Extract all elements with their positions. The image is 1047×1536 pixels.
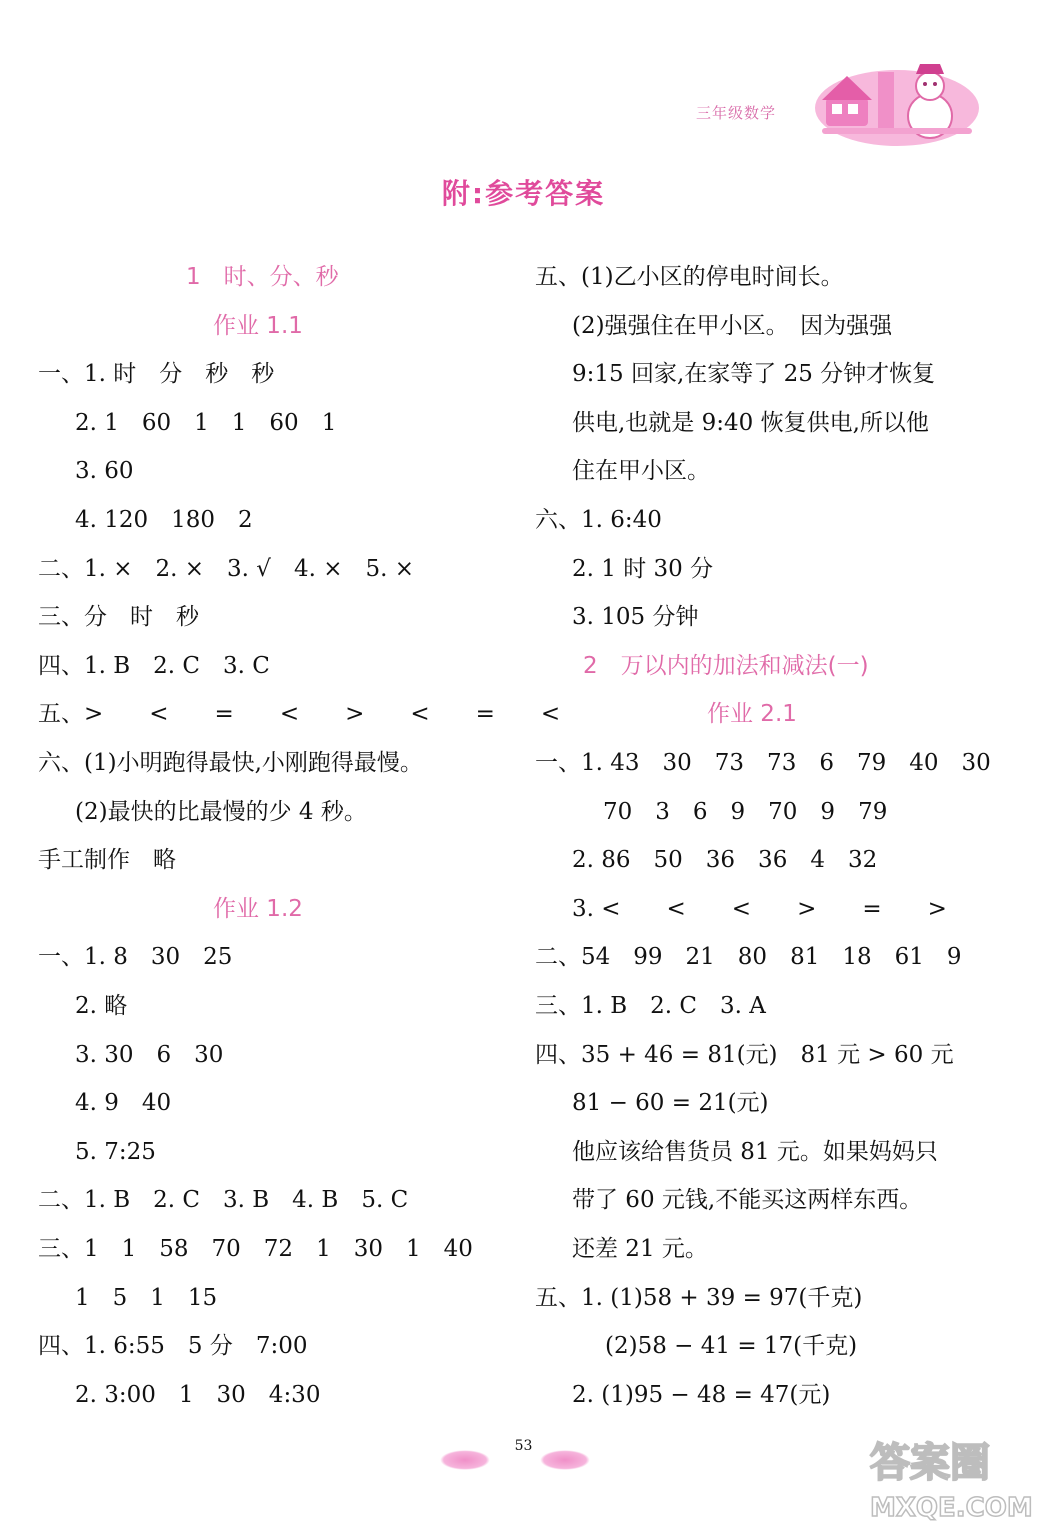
answer-line: 1 时、分、秒 [186,264,339,290]
header-tag: 三年级数学 [696,104,777,122]
answer-line: 三、分 时 秒 [38,604,199,631]
page-title: 附:参考答案 [441,177,606,210]
answer-line: 他应该给售货员 81 元。如果妈妈只 [572,1138,938,1165]
answer-line: 2. (1)95 − 48 = 47(元) [572,1381,831,1408]
answer-line: 三、1. B 2. C 3. A [535,993,766,1019]
answer-line: 5. 7:25 [75,1138,156,1165]
answer-line: 二、54 99 21 80 81 18 61 9 [535,944,962,971]
answer-line: 四、1. 6:55 5 分 7:00 [38,1333,308,1360]
answer-line: 4. 120 180 2 [75,507,253,533]
answer-line: 一、1. 时 分 秒 秒 [38,361,275,388]
watermark-logo [860,1428,1035,1528]
answer-line: 一、1. 43 30 73 73 6 79 40 30 [535,750,991,776]
answer-line: 二、1. × 2. × 3. √ 4. × 5. × [38,555,415,582]
answer-line: 六、(1)小明跑得最快,小刚跑得最慢。 [38,750,423,776]
answer-line: 五、1. (1)58 + 39 = 97(千克) [535,1284,863,1311]
answer-line: 作业 1.2 [213,895,303,922]
answer-line: 六、1. 6:40 [535,507,662,533]
answer-line: 二、1. B 2. C 3. B 4. B 5. C [38,1187,409,1214]
answer-line: 2. 3:00 1 30 4:30 [75,1381,321,1408]
answer-line: 3. 105 分钟 [572,604,699,631]
answer-line: 9:15 回家,在家等了 25 分钟才恢复 [572,361,936,388]
page-deco-right [540,1450,590,1470]
answer-line: 2. 1 时 30 分 [572,555,714,582]
answer-line: 作业 1.1 [213,312,303,339]
answer-line: 2. 86 50 36 36 4 32 [572,847,878,874]
answer-line: 70 3 6 9 70 9 79 [603,798,888,825]
page-number: 53 [514,1438,533,1454]
answer-line: 一、1. 8 30 25 [38,944,233,971]
answer-line: 作业 2.1 [707,701,797,728]
answer-line: 五、(1)乙小区的停电时间长。 [535,264,844,290]
answer-line: 五、> < = < > < = < [38,701,561,728]
answer-line: 1 5 1 15 [75,1284,218,1311]
answer-line: (2)强强住在甲小区。 因为强强 [572,312,893,339]
snowman-house-decoration [812,58,982,150]
answer-line: 3. < < < > = > [572,895,947,922]
answer-line: 住在甲小区。 [572,458,710,485]
answer-line: 三、1 1 58 70 72 1 30 1 40 [38,1236,473,1262]
answer-line: 带了 60 元钱,不能买这两样东西。 [572,1187,923,1214]
answer-line: 2. 略 [75,993,128,1019]
answer-line: 四、35 + 46 = 81(元) 81 元 > 60 元 [535,1041,954,1068]
watermark-text-cn: 答案圈 [870,1440,990,1486]
answer-line: 2 万以内的加法和减法(一) [583,652,869,679]
answer-line: 四、1. B 2. C 3. C [38,652,270,679]
answer-line: 还差 21 元。 [572,1236,708,1262]
answer-line: 3. 60 [75,458,134,485]
answer-line: 3. 30 6 30 [75,1041,224,1068]
answer-line: 供电,也就是 9:40 恢复供电,所以他 [572,409,929,436]
answer-line: 81 − 60 = 21(元) [572,1090,769,1117]
answer-line: 手工制作 略 [38,847,176,874]
answer-line: 2. 1 60 1 1 60 1 [75,409,337,436]
answer-line: (2)最快的比最慢的少 4 秒。 [75,798,367,825]
watermark-text-en: MXQE.COM [870,1493,1033,1523]
answer-line: (2)58 − 41 = 17(千克) [605,1333,858,1360]
answer-line: 4. 9 40 [75,1090,172,1117]
